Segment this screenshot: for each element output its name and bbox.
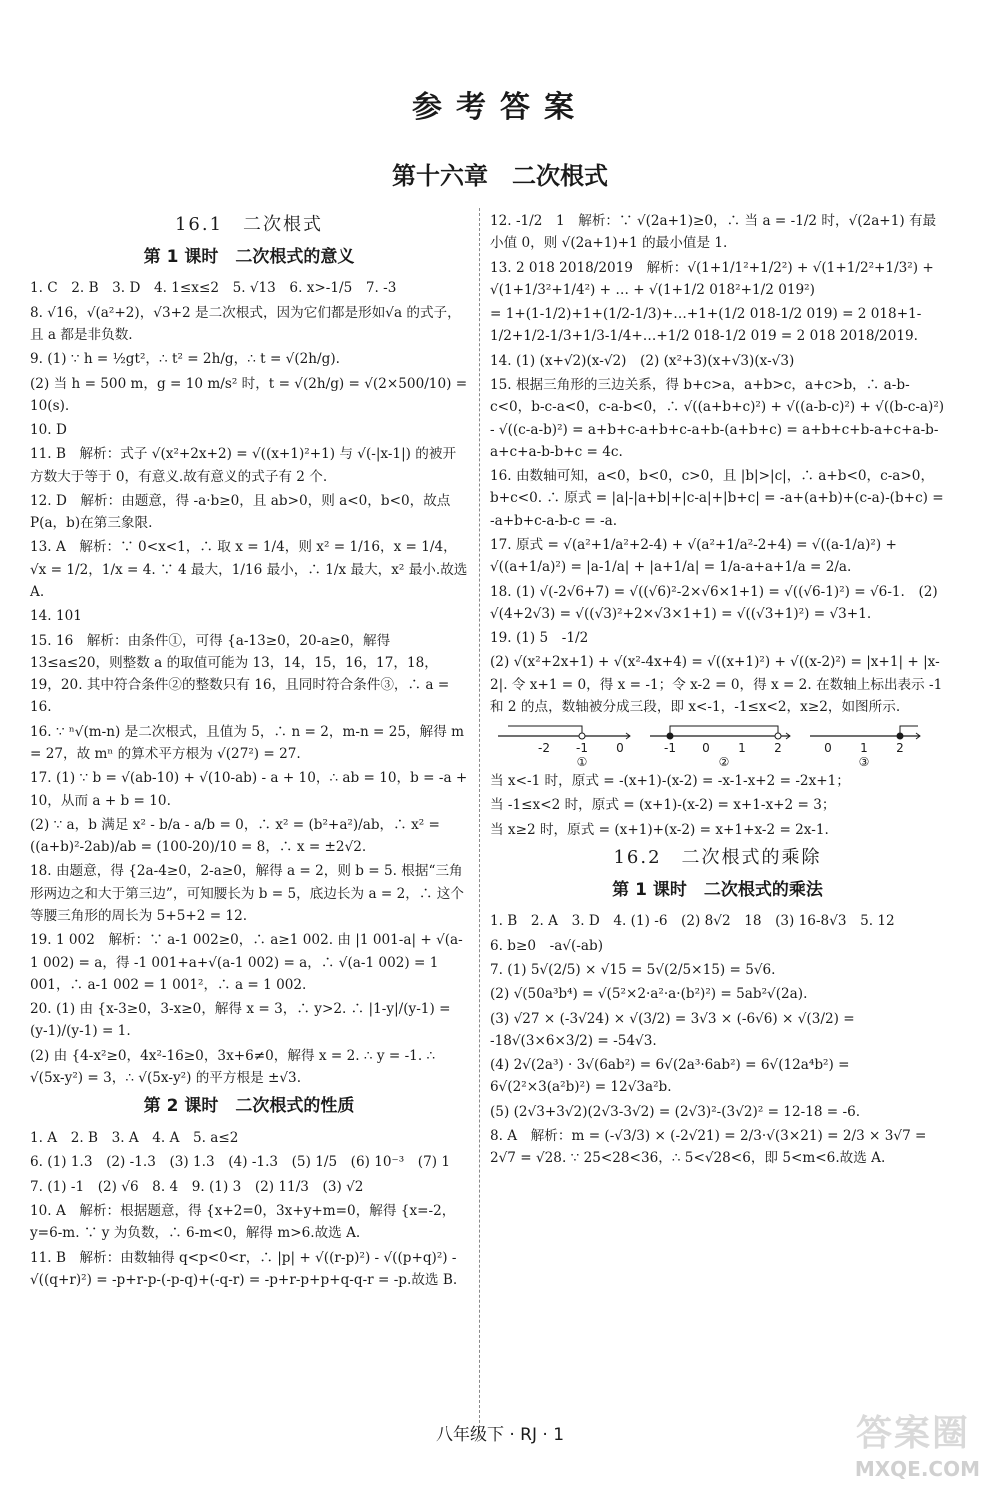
answer-8: 8. √16，√(a²+2)，√3+2 是二次根式，因为它们都是形如√a 的式子，且 a 都是非负数. xyxy=(30,304,461,343)
answer-d-7-4: (4) 2√(2a³) · 3√(6ab²) = 6√(2a³·6ab²) = 6√(12a⁴b²) = 6√(2²×3(a²b)²) = 12√3a²b. xyxy=(490,1057,850,1096)
number-line-label-3: ③ xyxy=(858,755,870,769)
answer-17: 17. 原式 = √(a²+1/a²+2-4) + √(a²+1/a²-2+4) = √((a-1/a)²) + √((a+1/a)²) = |a-1/a| + |a+1/a| = 1/a-a+a+1/a = 2/a. xyxy=(490,536,897,576)
answer-17-2: (2) ∵ a，b 满足 x² - b/a - a/b = 0，∴ x² = (b²+a²)/ab，∴ x² = ((a+b)²-2ab)/ab = (100-20)/10 = 8，∴ x = ±2√2. xyxy=(30,816,440,856)
page-title: 参考答案 xyxy=(412,90,588,125)
answer-d-7-5: (5) (2√3+3√2)(2√3-3√2) = (2√3)²-(3√2)² = 12-18 = -6. xyxy=(490,1103,861,1120)
svg-text:-1: -1 xyxy=(664,741,676,756)
answer-11: 11. B 解析：式子 √(x²+2x+2) = √((x+1)²+1) 与 √(-|x-1|) 的被开方数大于等于 0，有意义.故有意义的式子有 2 个. xyxy=(30,446,457,485)
answer-20-1: 20. (1) 由 {x-3≥0，3-x≥0，解得 x = 3，∴ y>2. ∴ |1-y|/(y-1) = (y-1)/(y-1) = 1. xyxy=(30,1001,451,1040)
answer-17-1: 17. (1) ∵ b = √(ab-10) + √(10-ab) - a + 10，∴ ab = 10，b = -a + 10，从而 a + b = 10. xyxy=(30,770,468,809)
lesson-heading-2: 第 2 课时 二次根式的性质 xyxy=(143,1096,355,1117)
answer-18: 18. 由题意，得 {2a-4≥0，2-a≥0，解得 a = 2，则 b = 5. 根据“三角形两边之和大于第三边”，可知腰长为 b = 5，底边长为 a = 2，∴ 这个等腰三角形的周长为 5+5+2 = 12. xyxy=(30,863,464,924)
answer-b-6: 6. (1) 1.3 (2) -1.3 (3) 1.3 (4) -1.3 (5) 1/5 (6) 10⁻³ (7) 1 xyxy=(30,1154,450,1171)
svg-text:2: 2 xyxy=(774,741,782,756)
answer-19-1: 19. (1) 5 -1/2 xyxy=(490,630,589,647)
svg-text:0: 0 xyxy=(702,741,710,756)
answer-14: 14. 101 xyxy=(30,608,82,625)
answer-16: 16. 由数轴可知，a<0，b<0，c>0，且 |b|>|c|，∴ a+b<0，c-a>0，b+c<0. ∴ 原式 = |a|-|a+b|+|c-a|+|b+c| = -a+(a+b)+(c-a)-(b+c) = -a+b+c-a-b-c = -a. xyxy=(490,468,944,529)
lesson-heading-1: 第 1 课时 二次根式的意义 xyxy=(143,246,355,267)
section-heading-16-1: 16.1 二次根式 xyxy=(174,214,324,235)
answer-13-a: 13. 2 018 2018/2019 解析：√(1+1/1²+1/2²) + √(1+1/2²+1/3²) + √(1+1/3²+1/4²) + … + √(1+1/2 018²+1/2 019²) xyxy=(490,259,934,298)
left-column xyxy=(30,208,468,1293)
answer-d-7-3: (3) √27 × (-3√24) × √(3/2) = 3√3 × (-6√6) × √(3/2) = -18√(3×6×3/2) = -54√3. xyxy=(490,1010,855,1049)
answer-16: 16. ∵ ⁿ√(m-n) 是二次根式，且值为 5，∴ n = 2，m-n = 25，解得 m = 27，故 mⁿ 的算术平方根为 √(27²) = 27. xyxy=(30,723,465,763)
answer-b-7-9: 7. (1) -1 (2) √6 8. 4 9. (1) 3 (2) 11/3 (3) √2 xyxy=(30,1178,364,1195)
answer-19-case-1: 当 x<-1 时，原式 = -(x+1)-(x-2) = -x-1-x+2 = -2x+1； xyxy=(490,773,850,790)
page-footer: 八年级下 · RJ · 1 xyxy=(435,1425,565,1445)
answer-19-2: (2) √(x²+2x+1) + √(x²-4x+4) = √((x+1)²) + √((x-2)²) = |x+1| + |x-2|. 令 x+1 = 0，得 x = -1；令 x-2 = 0，得 x = 2. 在数轴上标出表示 -1 和 2 的点，数轴被分成三段，即 x<-1，-1≤x<2，x≥2，如图所示. xyxy=(490,654,943,715)
svg-text:-2: -2 xyxy=(538,741,550,756)
watermark-text-cn: 答案圈 xyxy=(855,1413,970,1454)
answer-b-11: 11. B 解析：由数轴得 q<p<0<r，∴ |p| + √((r-p)²) - √((p+q)²) - √((q+r)²) = -p+r-p-(-p-q)+(-q-r) = -p+r-p+p+q-q-r = -p.故选 B. xyxy=(30,1249,458,1288)
watermark-logo xyxy=(830,1405,980,1490)
answer-12: 12. -1/2 1 解析：∵ √(2a+1)≥0，∴ 当 a = -1/2 时，√(2a+1) 有最小值 0，则 √(2a+1)+1 的最小值是 1. xyxy=(490,213,937,252)
answer-1-7: 1. C 2. B 3. D 4. 1≤x≤2 5. √13 6. x>-1/5 7. -3 xyxy=(30,280,397,297)
answer-d-7-1: 7. (1) 5√(2/5) × √15 = 5√(2/5×15) = 5√6. xyxy=(490,961,776,978)
chapter-title: 第十六章 二次根式 xyxy=(392,162,608,190)
answer-15: 15. 16 解析：由条件①，可得 {a-13≥0，20-a≥0，解得 13≤a≤20，则整数 a 的取值可能为 13，14，15，16，17，18，19，20. 其中符合条件②的整数只有 16，且同时符合条件③，∴ a = 16. xyxy=(30,632,450,716)
svg-text:2: 2 xyxy=(896,741,904,756)
number-line-figure xyxy=(490,722,945,768)
svg-text:0: 0 xyxy=(824,741,832,756)
answer-d-8: 8. A 解析：m = (-√3/3) × (-2√21) = 2/3·√(3×21) = 2/3 × 3√7 = 2√7 = √28. ∵ 25<28<36，∴ 5<√28<6，即 5<m<6.故选 A. xyxy=(490,1127,927,1167)
number-line-label-2: ② xyxy=(718,755,730,769)
answer-14: 14. (1) (x+√2)(x-√2) (2) (x²+3)(x+√3)(x-√3) xyxy=(490,352,795,369)
answer-b-1-5: 1. A 2. B 3. A 4. A 5. a≤2 xyxy=(30,1130,239,1147)
answer-12: 12. D 解析：由题意，得 -a·b≥0，且 ab>0，则 a<0，b<0，故点 P(a，b)在第三象限. xyxy=(30,492,451,532)
answer-13-b: = 1+(1-1/2)+1+(1/2-1/3)+…+1+(1/2 018-1/2 019) = 2 018+1-1/2+1/2-1/3+1/3-1/4+…+1/2 018-1/2 019 = 2 018 2018/2019. xyxy=(490,306,922,345)
answer-19-case-2: 当 -1≤x<2 时，原式 = (x+1)-(x-2) = x+1-x+2 = 3； xyxy=(490,797,836,814)
right-column xyxy=(490,208,945,1172)
answer-9-2: (2) 当 h = 500 m，g = 10 m/s² 时，t = √(2h/g) = √(2×500/10) = 10(s). xyxy=(30,375,468,414)
answer-19-case-3: 当 x≥2 时，原式 = (x+1)+(x-2) = x+1+x-2 = 2x-1. xyxy=(490,821,829,838)
answer-9-1: 9. (1) ∵ h = ½gt²，∴ t² = 2h/g，∴ t = √(2h/g). xyxy=(30,351,340,368)
number-line-label-1: ① xyxy=(576,755,588,769)
svg-text:1: 1 xyxy=(738,741,746,756)
lesson-heading-mult: 第 1 课时 二次根式的乘法 xyxy=(612,879,823,900)
answer-20-2: (2) 由 {4-x²≥0，4x²-16≥0，3x+6≠0，解得 x = 2. ∴ y = -1. ∴ √(5x-y²) = 3，∴ √(5x-y²) 的平方根是 ±√3. xyxy=(30,1047,436,1086)
answer-13: 13. A 解析：∵ 0<x<1，∴ 取 x = 1/4，则 x² = 1/16，x = 1/4，√x = 1/2，1/x = 4. ∵ 4 最大，1/16 最小，∴ 1/x 最大，x² 最小.故选 A. xyxy=(30,539,468,601)
answer-10: 10. D xyxy=(30,422,67,439)
answer-19: 19. 1 002 解析：∵ a-1 002≥0，∴ a≥1 002. 由 |1 001-a| + √(a-1 002) = a，得 -1 001+a+√(a-1 002) = a，∴ √(a-1 002) = 1 001，∴ a-1 002 = 1 001²，∴ a = 1 002. xyxy=(30,932,463,993)
answer-15: 15. 根据三角形的三边关系，得 b+c>a，a+b>c，a+c>b，∴ a-b-c<0，b-c-a<0，c-a-b<0，∴ √((a+b+c)²) + √((a-b-c)²) + √((b-c-a)²) - √((c-a-b)²) = a+b+c-a+b+c-a+b-(a+b+c) = a+b+c+b-a+c+a-b-a+c+a-b-b+c = 4c. xyxy=(490,376,945,460)
answer-b-10: 10. A 解析：根据题意，得 {x+2=0，3x+y+m=0，解得 {x=-2，y=6-m. ∵ y 为负数，∴ 6-m<0，解得 m>6.故选 A. xyxy=(30,1202,456,1242)
column-divider xyxy=(479,208,480,1438)
svg-text:1: 1 xyxy=(860,741,868,756)
answer-d-7-2: (2) √(50a³b⁴) = √(5²×2·a²·a·(b²)²) = 5ab²√(2a). xyxy=(490,986,808,1003)
answer-18: 18. (1) √(-2√6+7) = √((√6)²-2×√6×1+1) = √((√6-1)²) = √6-1. (2) √(4+2√3) = √((√3)²+2×√3×1+1) = √((√3+1)²) = √3+1. xyxy=(490,583,938,622)
svg-text:0: 0 xyxy=(616,741,624,756)
number-line-svg xyxy=(490,722,930,768)
answer-d-6: 6. b≥0 -a√(-ab) xyxy=(490,937,603,954)
answer-d-1-5: 1. B 2. A 3. D 4. (1) -6 (2) 8√2 18 (3) 16-8√3 5. 12 xyxy=(490,913,895,930)
section-heading-16-2: 16.2 二次根式的乘除 xyxy=(613,847,822,869)
watermark-text-en: MXQE.COM xyxy=(854,1457,980,1481)
svg-text:-1: -1 xyxy=(576,741,588,756)
